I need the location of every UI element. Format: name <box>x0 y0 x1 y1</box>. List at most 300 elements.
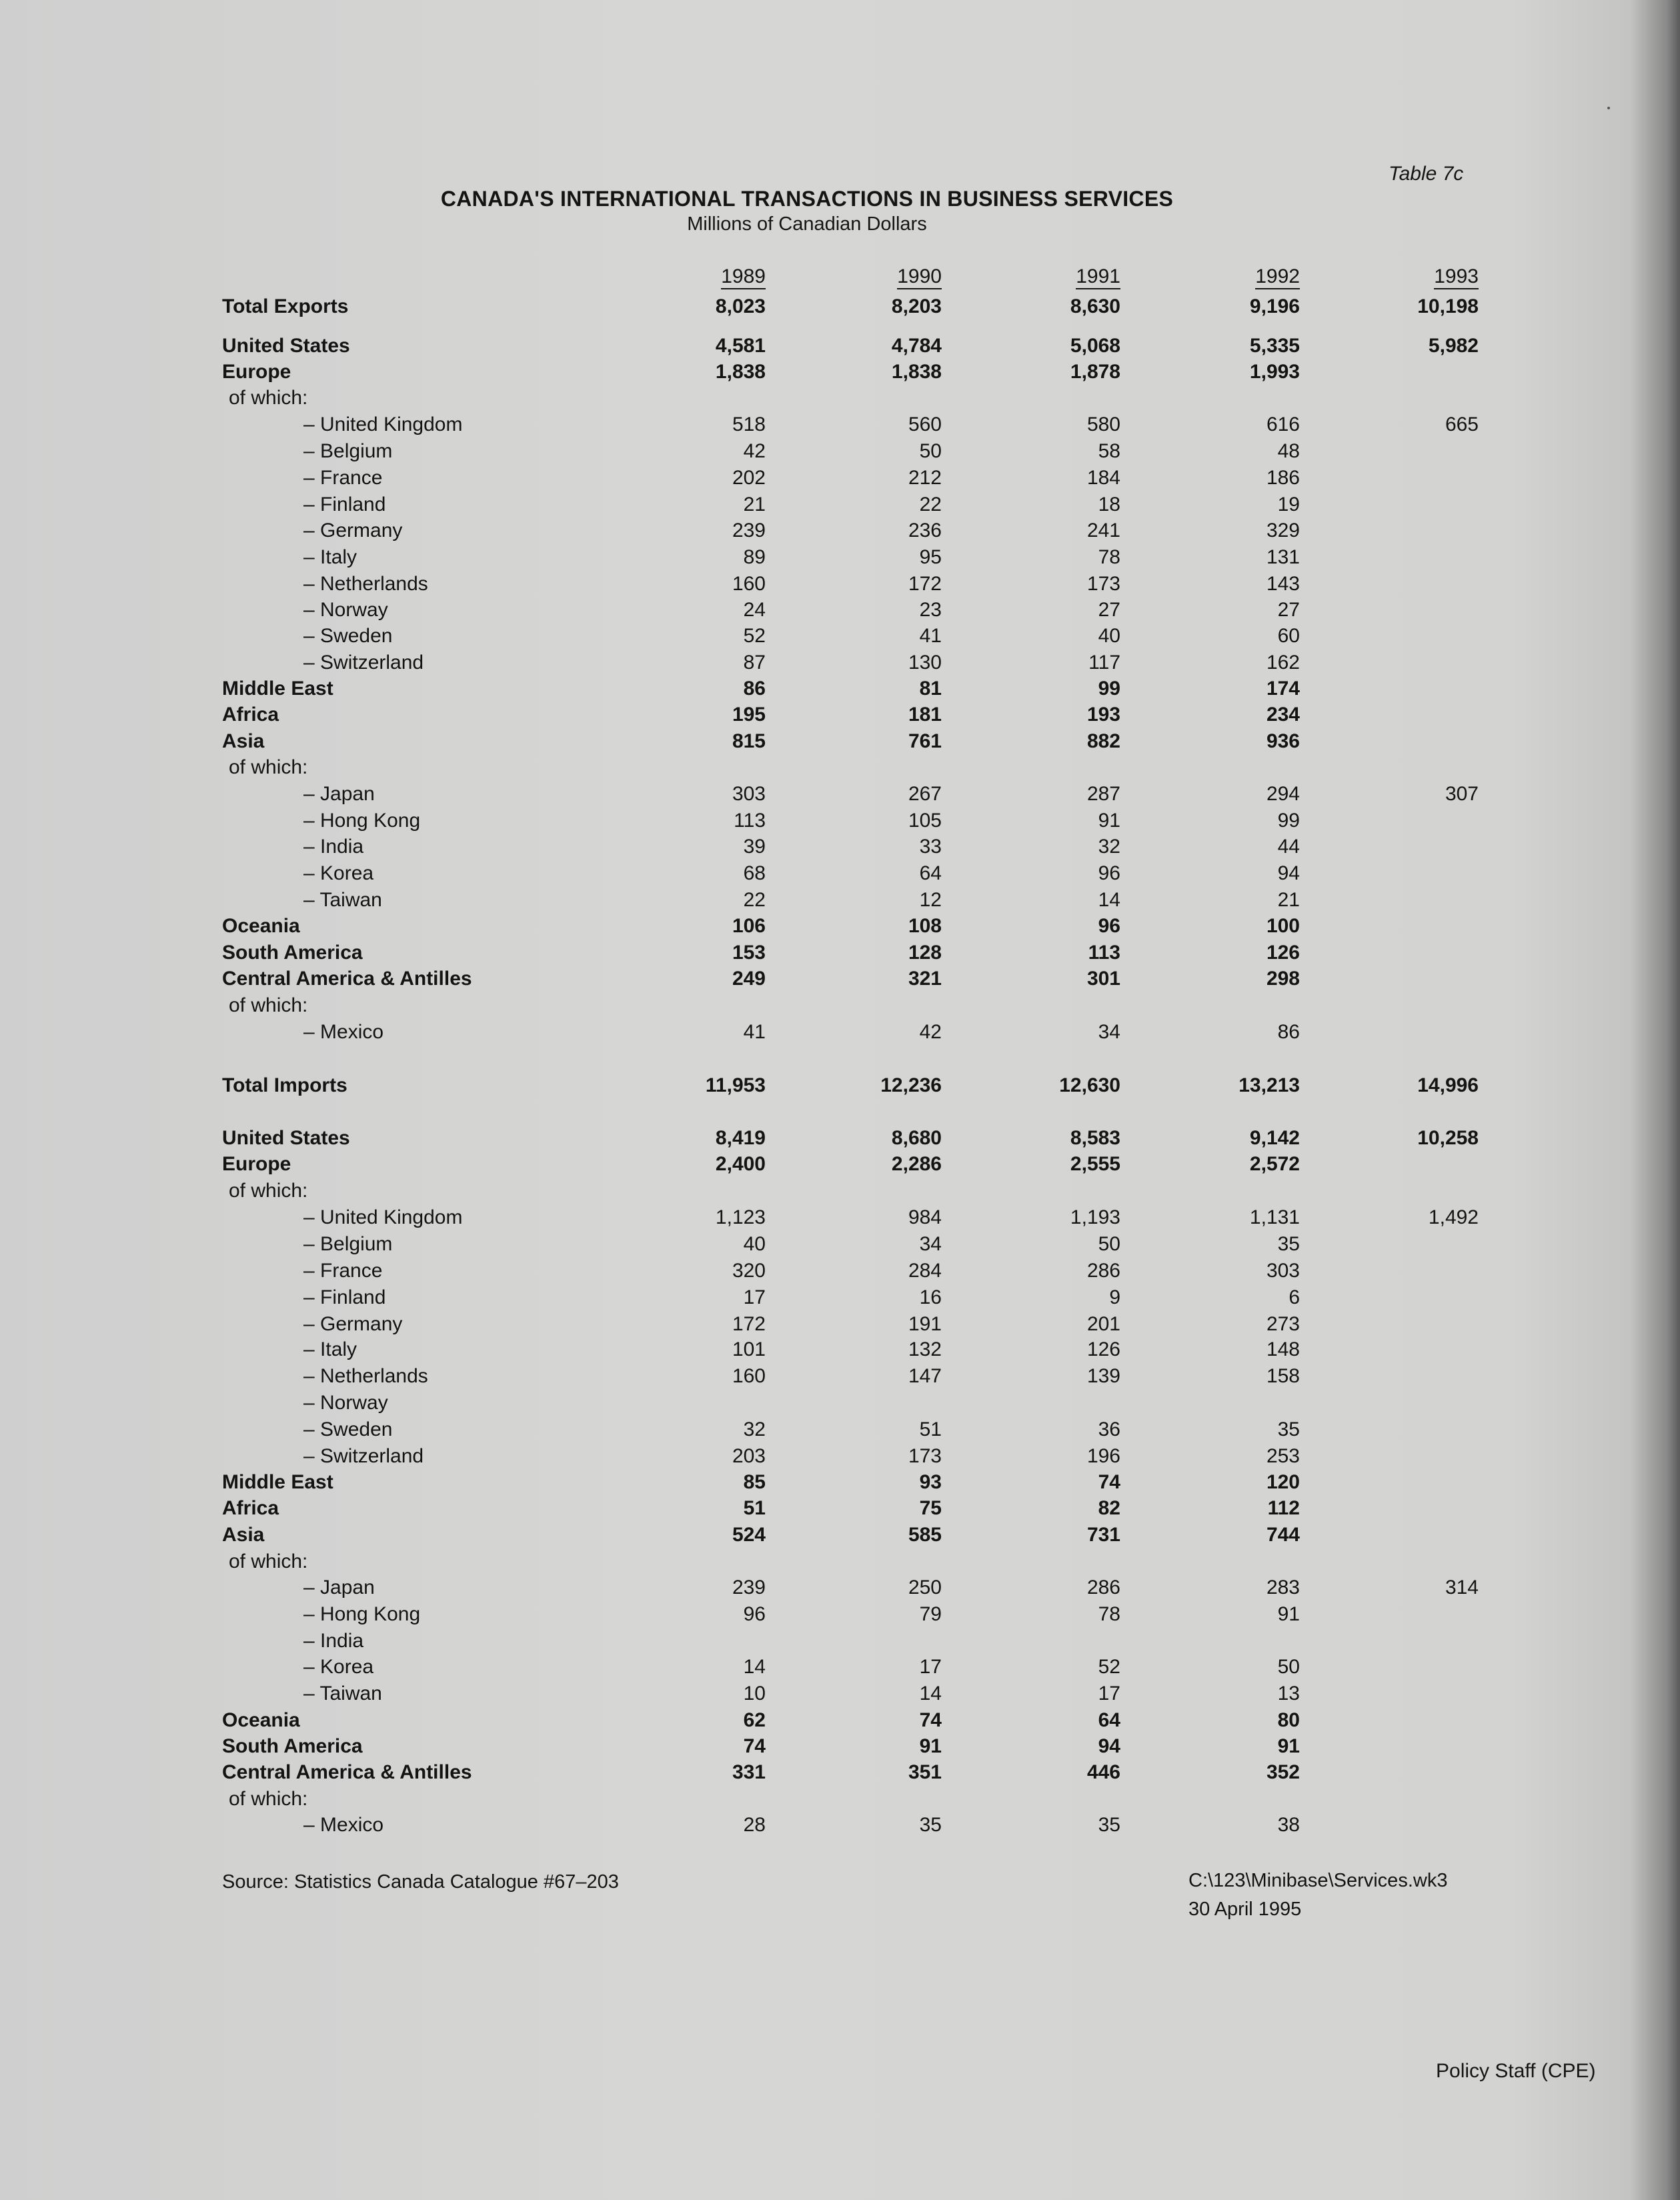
cell-1991: 74 <box>1098 1471 1120 1493</box>
cell-1992: 303 <box>1266 1260 1300 1282</box>
table-row <box>0 597 1680 624</box>
cell-1989: 160 <box>732 1365 766 1387</box>
cell-1990: 41 <box>919 625 942 647</box>
cell-1989: 87 <box>743 652 766 674</box>
table-row <box>0 913 1680 940</box>
cell-1991: 139 <box>1086 1365 1120 1387</box>
table-row <box>0 385 1680 411</box>
cell-1990: 74 <box>919 1709 942 1731</box>
cell-1991: 1,193 <box>1070 1206 1120 1228</box>
cell-1992: 1,993 <box>1249 361 1300 383</box>
cell-1990: 12,236 <box>880 1074 942 1096</box>
table-row <box>0 1469 1680 1496</box>
table-row <box>0 992 1680 1019</box>
cell-1992: 9,196 <box>1249 295 1300 317</box>
cell-1989: 32 <box>743 1418 766 1440</box>
cell-1990: 34 <box>919 1233 942 1255</box>
source-note: Source: Statistics Canada Catalogue #67–203 <box>222 1871 619 1893</box>
cell-1991: 126 <box>1086 1338 1120 1360</box>
row-subheading: of which: <box>229 1550 308 1572</box>
year-header <box>1319 265 1479 288</box>
file-path: C:\123\Minibase\Services.wk3 <box>1188 1870 1448 1891</box>
row-label: – Korea <box>303 1656 374 1678</box>
cell-1990: 236 <box>908 519 942 541</box>
row-label: – Italy <box>303 546 357 568</box>
row-label: – United Kingdom <box>303 1206 463 1228</box>
cell-1990: 16 <box>919 1286 942 1308</box>
table-row <box>0 1311 1680 1338</box>
table-row <box>0 1443 1680 1470</box>
cell-1990: 12 <box>919 889 942 911</box>
cell-1992: 253 <box>1266 1445 1300 1467</box>
row-label: – Belgium <box>303 440 393 462</box>
cell-1990: 35 <box>919 1814 942 1836</box>
table-row <box>0 1574 1680 1601</box>
year-header <box>960 265 1120 288</box>
cell-1992: 86 <box>1277 1021 1300 1043</box>
table-row <box>0 1812 1680 1839</box>
table-number-label: Table 7c <box>1389 163 1464 185</box>
table-row <box>0 676 1680 702</box>
table-row <box>0 728 1680 755</box>
cell-1989: 8,419 <box>715 1127 766 1149</box>
table-row <box>0 1601 1680 1628</box>
cell-1989: 4,581 <box>715 335 766 357</box>
row-label: – France <box>303 1260 383 1282</box>
cell-1990: 17 <box>919 1656 942 1678</box>
row-heading: Middle East <box>222 1471 333 1493</box>
row-label: – Taiwan <box>303 889 382 911</box>
row-label: – Netherlands <box>303 573 428 595</box>
cell-1992: 162 <box>1266 652 1300 674</box>
cell-1991: 64 <box>1098 1709 1120 1731</box>
cell-1992: 6 <box>1289 1286 1300 1308</box>
cell-1993: 5,982 <box>1428 335 1479 357</box>
table-row <box>0 1522 1680 1548</box>
cell-1989: 303 <box>732 783 766 805</box>
row-heading: Africa <box>222 704 279 726</box>
cell-1990: 93 <box>919 1471 942 1493</box>
cell-1991: 8,630 <box>1070 295 1120 317</box>
year-label: 1989 <box>721 265 766 289</box>
table-row <box>0 781 1680 808</box>
cell-1990: 250 <box>908 1576 942 1598</box>
cell-1991: 34 <box>1098 1021 1120 1043</box>
cell-1991: 96 <box>1098 862 1120 884</box>
cell-1989: 14 <box>743 1656 766 1678</box>
cell-1990: 75 <box>919 1497 942 1519</box>
cell-1991: 9 <box>1109 1286 1120 1308</box>
table-row <box>0 1495 1680 1522</box>
table-row <box>0 491 1680 518</box>
cell-1992: 616 <box>1266 413 1300 435</box>
cell-1990: 42 <box>919 1021 942 1043</box>
year-header <box>606 265 766 288</box>
cell-1992: 158 <box>1266 1365 1300 1387</box>
row-heading: Total Imports <box>222 1074 347 1096</box>
cell-1992: 91 <box>1277 1603 1300 1625</box>
row-heading: Central America & Antilles <box>222 968 472 990</box>
row-heading: Total Exports <box>222 295 349 317</box>
cell-1989: 11,953 <box>705 1074 766 1096</box>
cell-1992: 44 <box>1277 836 1300 858</box>
cell-1992: 100 <box>1266 915 1300 937</box>
cell-1991: 286 <box>1086 1260 1120 1282</box>
cell-1990: 23 <box>919 599 942 621</box>
cell-1989: 41 <box>743 1021 766 1043</box>
cell-1991: 2,555 <box>1070 1153 1120 1175</box>
row-subheading: of which: <box>229 387 308 409</box>
cell-1993: 14,996 <box>1417 1074 1479 1096</box>
row-label: – United Kingdom <box>303 413 463 435</box>
table-row <box>0 293 1680 320</box>
table-row <box>0 571 1680 598</box>
cell-1991: 196 <box>1086 1445 1120 1467</box>
table-row <box>0 1733 1680 1760</box>
cell-1989: 1,123 <box>715 1206 766 1228</box>
cell-1991: 17 <box>1098 1683 1120 1705</box>
cell-1989: 39 <box>743 836 766 858</box>
row-label: – Norway <box>303 599 388 621</box>
scan-speck <box>1607 107 1610 109</box>
cell-1992: 94 <box>1277 862 1300 884</box>
cell-1991: 446 <box>1086 1761 1120 1783</box>
cell-1991: 18 <box>1098 493 1120 515</box>
cell-1992: 1,131 <box>1249 1206 1300 1228</box>
row-label: – Finland <box>303 493 386 515</box>
cell-1991: 35 <box>1098 1814 1120 1836</box>
year-label: 1992 <box>1255 265 1300 289</box>
cell-1992: 131 <box>1266 546 1300 568</box>
row-label: – Netherlands <box>303 1365 428 1387</box>
cell-1990: 284 <box>908 1260 942 1282</box>
cell-1992: 21 <box>1277 889 1300 911</box>
cell-1989: 203 <box>732 1445 766 1467</box>
cell-1989: 40 <box>743 1233 766 1255</box>
cell-1989: 21 <box>743 493 766 515</box>
cell-1991: 301 <box>1086 968 1120 990</box>
table-row <box>0 966 1680 992</box>
cell-1991: 184 <box>1086 467 1120 489</box>
cell-1989: 1,838 <box>715 361 766 383</box>
cell-1993: 314 <box>1445 1576 1479 1598</box>
page-title: CANADA'S INTERNATIONAL TRANSACTIONS IN BUSINESS SERVICES <box>440 187 1174 211</box>
cell-1990: 130 <box>908 652 942 674</box>
row-subheading: of which: <box>229 1788 308 1810</box>
cell-1990: 91 <box>919 1735 942 1757</box>
row-label: – Germany <box>303 1313 403 1335</box>
cell-1989: 249 <box>732 968 766 990</box>
cell-1991: 12,630 <box>1059 1074 1120 1096</box>
row-heading: South America <box>222 942 363 964</box>
cell-1991: 94 <box>1098 1735 1120 1757</box>
cell-1992: 13 <box>1277 1683 1300 1705</box>
cell-1990: 50 <box>919 440 942 462</box>
table-row <box>0 1390 1680 1416</box>
table-row <box>0 359 1680 385</box>
row-label: – Italy <box>303 1338 357 1360</box>
cell-1992: 48 <box>1277 440 1300 462</box>
cell-1990: 191 <box>908 1313 942 1335</box>
cell-1991: 27 <box>1098 599 1120 621</box>
table-row <box>0 333 1680 359</box>
table-row <box>0 860 1680 887</box>
cell-1992: 148 <box>1266 1338 1300 1360</box>
cell-1992: 120 <box>1266 1471 1300 1493</box>
row-label: – Japan <box>303 1576 375 1598</box>
cell-1991: 1,878 <box>1070 361 1120 383</box>
year-label: 1990 <box>897 265 942 289</box>
cell-1992: 38 <box>1277 1814 1300 1836</box>
cell-1992: 283 <box>1266 1576 1300 1598</box>
table-row <box>0 887 1680 914</box>
cell-1991: 8,583 <box>1070 1127 1120 1149</box>
cell-1991: 882 <box>1086 730 1120 752</box>
cell-1991: 32 <box>1098 836 1120 858</box>
row-heading: Asia <box>222 1524 265 1546</box>
cell-1993: 665 <box>1445 413 1479 435</box>
row-label: – Finland <box>303 1286 386 1308</box>
cell-1989: 17 <box>743 1286 766 1308</box>
cell-1992: 186 <box>1266 467 1300 489</box>
cell-1992: 80 <box>1277 1709 1300 1731</box>
table-row <box>0 465 1680 491</box>
cell-1993: 10,258 <box>1417 1127 1479 1149</box>
cell-1989: 85 <box>743 1471 766 1493</box>
cell-1990: 761 <box>908 730 942 752</box>
cell-1990: 8,203 <box>891 295 942 317</box>
row-label: – Norway <box>303 1392 388 1414</box>
cell-1993: 1,492 <box>1428 1206 1479 1228</box>
row-heading: United States <box>222 1127 350 1149</box>
cell-1990: 585 <box>908 1524 942 1546</box>
row-label: – Korea <box>303 862 374 884</box>
row-heading: Asia <box>222 730 265 752</box>
cell-1989: 86 <box>743 678 766 700</box>
cell-1992: 99 <box>1277 810 1300 832</box>
cell-1990: 51 <box>919 1418 942 1440</box>
cell-1992: 27 <box>1277 599 1300 621</box>
cell-1989: 8,023 <box>715 295 766 317</box>
table-row <box>0 1178 1680 1204</box>
row-label: – Taiwan <box>303 1683 382 1705</box>
cell-1989: 96 <box>743 1603 766 1625</box>
cell-1989: 202 <box>732 467 766 489</box>
cell-1992: 273 <box>1266 1313 1300 1335</box>
cell-1991: 193 <box>1086 704 1120 726</box>
cell-1991: 5,068 <box>1070 335 1120 357</box>
cell-1991: 731 <box>1086 1524 1120 1546</box>
table-row <box>0 411 1680 438</box>
cell-1990: 351 <box>908 1761 942 1783</box>
cell-1992: 352 <box>1266 1761 1300 1783</box>
cell-1991: 50 <box>1098 1233 1120 1255</box>
cell-1992: 50 <box>1277 1656 1300 1678</box>
cell-1992: 329 <box>1266 519 1300 541</box>
cell-1990: 81 <box>919 678 942 700</box>
year-label: 1991 <box>1076 265 1120 289</box>
table-row <box>0 1363 1680 1390</box>
cell-1991: 58 <box>1098 440 1120 462</box>
table-row <box>0 1231 1680 1258</box>
row-label: – India <box>303 836 364 858</box>
year-header <box>782 265 942 288</box>
cell-1992: 19 <box>1277 493 1300 515</box>
cell-1990: 267 <box>908 783 942 805</box>
row-heading: Central America & Antilles <box>222 1761 472 1783</box>
cell-1990: 4,784 <box>891 335 942 357</box>
table-row <box>0 1548 1680 1575</box>
row-label: – Germany <box>303 519 403 541</box>
cell-1991: 82 <box>1098 1497 1120 1519</box>
cell-1990: 95 <box>919 546 942 568</box>
row-subheading: of which: <box>229 994 308 1016</box>
table-row <box>0 1336 1680 1363</box>
cell-1990: 128 <box>908 942 942 964</box>
row-heading: Africa <box>222 1497 279 1519</box>
cell-1992: 35 <box>1277 1233 1300 1255</box>
cell-1989: 106 <box>732 915 766 937</box>
cell-1990: 172 <box>908 573 942 595</box>
table-row <box>0 1151 1680 1178</box>
cell-1989: 74 <box>743 1735 766 1757</box>
table-row <box>0 834 1680 860</box>
row-heading: Europe <box>222 1153 291 1175</box>
cell-1991: 14 <box>1098 889 1120 911</box>
cell-1989: 42 <box>743 440 766 462</box>
row-subheading: of which: <box>229 756 308 778</box>
row-subheading: of which: <box>229 1180 308 1202</box>
cell-1989: 518 <box>732 413 766 435</box>
row-label: – Japan <box>303 783 375 805</box>
cell-1992: 174 <box>1266 678 1300 700</box>
table-row <box>0 650 1680 676</box>
table-row <box>0 702 1680 728</box>
cell-1990: 560 <box>908 413 942 435</box>
cell-1990: 14 <box>919 1683 942 1705</box>
cell-1993: 10,198 <box>1417 295 1479 317</box>
cell-1989: 62 <box>743 1709 766 1731</box>
cell-1989: 153 <box>732 942 766 964</box>
cell-1989: 101 <box>732 1338 766 1360</box>
cell-1989: 22 <box>743 889 766 911</box>
cell-1991: 99 <box>1098 678 1120 700</box>
table-row <box>0 1707 1680 1734</box>
cell-1991: 173 <box>1086 573 1120 595</box>
cell-1989: 239 <box>732 1576 766 1598</box>
cell-1990: 108 <box>908 915 942 937</box>
file-date: 30 April 1995 <box>1188 1899 1302 1920</box>
row-heading: South America <box>222 1735 363 1757</box>
cell-1989: 331 <box>732 1761 766 1783</box>
cell-1990: 64 <box>919 862 942 884</box>
cell-1990: 1,838 <box>891 361 942 383</box>
cell-1989: 51 <box>743 1497 766 1519</box>
cell-1990: 2,286 <box>891 1153 942 1175</box>
table-row <box>0 754 1680 781</box>
cell-1992: 2,572 <box>1249 1153 1300 1175</box>
cell-1989: 195 <box>732 704 766 726</box>
row-heading: Middle East <box>222 678 333 700</box>
row-heading: United States <box>222 335 350 357</box>
cell-1989: 52 <box>743 625 766 647</box>
cell-1991: 78 <box>1098 1603 1120 1625</box>
cell-1990: 33 <box>919 836 942 858</box>
row-label: – Hong Kong <box>303 1603 421 1625</box>
table-row <box>0 517 1680 544</box>
cell-1992: 294 <box>1266 783 1300 805</box>
table-row <box>0 1125 1680 1152</box>
cell-1991: 96 <box>1098 915 1120 937</box>
cell-1989: 89 <box>743 546 766 568</box>
cell-1991: 40 <box>1098 625 1120 647</box>
table-row <box>0 1019 1680 1046</box>
cell-1992: 298 <box>1266 968 1300 990</box>
cell-1989: 68 <box>743 862 766 884</box>
row-label: – Sweden <box>303 625 393 647</box>
cell-1989: 24 <box>743 599 766 621</box>
row-label: – Sweden <box>303 1418 393 1440</box>
cell-1992: 234 <box>1266 704 1300 726</box>
cell-1992: 35 <box>1277 1418 1300 1440</box>
row-label: – France <box>303 467 383 489</box>
cell-1992: 60 <box>1277 625 1300 647</box>
cell-1989: 815 <box>732 730 766 752</box>
cell-1990: 8,680 <box>891 1127 942 1149</box>
row-label: – Switzerland <box>303 1445 424 1467</box>
cell-1992: 91 <box>1277 1735 1300 1757</box>
cell-1992: 744 <box>1266 1524 1300 1546</box>
cell-1992: 126 <box>1266 942 1300 964</box>
cell-1989: 320 <box>732 1260 766 1282</box>
table-row <box>0 1628 1680 1655</box>
page-credit: Policy Staff (CPE) <box>1436 2060 1596 2082</box>
table-row <box>0 1258 1680 1284</box>
cell-1991: 91 <box>1098 810 1120 832</box>
cell-1990: 79 <box>919 1603 942 1625</box>
row-label: – Mexico <box>303 1814 384 1836</box>
cell-1992: 112 <box>1267 1497 1300 1519</box>
cell-1991: 78 <box>1098 546 1120 568</box>
cell-1991: 36 <box>1098 1418 1120 1440</box>
cell-1989: 160 <box>732 573 766 595</box>
cell-1991: 113 <box>1088 942 1120 964</box>
cell-1992: 143 <box>1266 573 1300 595</box>
cell-1990: 22 <box>919 493 942 515</box>
cell-1991: 580 <box>1086 413 1120 435</box>
cell-1989: 113 <box>734 810 766 832</box>
cell-1990: 984 <box>908 1206 942 1228</box>
table-row <box>0 940 1680 966</box>
table-row <box>0 1759 1680 1786</box>
table-row <box>0 1786 1680 1813</box>
cell-1992: 5,335 <box>1249 335 1300 357</box>
row-label: – Belgium <box>303 1233 393 1255</box>
table-row <box>0 623 1680 650</box>
cell-1991: 52 <box>1098 1656 1120 1678</box>
table-row <box>0 1204 1680 1231</box>
cell-1993: 307 <box>1445 783 1479 805</box>
table-row <box>0 1072 1680 1099</box>
cell-1989: 524 <box>732 1524 766 1546</box>
row-label: – Mexico <box>303 1021 384 1043</box>
row-label: – Switzerland <box>303 652 424 674</box>
cell-1991: 287 <box>1086 783 1120 805</box>
cell-1989: 10 <box>743 1683 766 1705</box>
table-row <box>0 1681 1680 1707</box>
cell-1989: 239 <box>732 519 766 541</box>
row-heading: Europe <box>222 361 291 383</box>
